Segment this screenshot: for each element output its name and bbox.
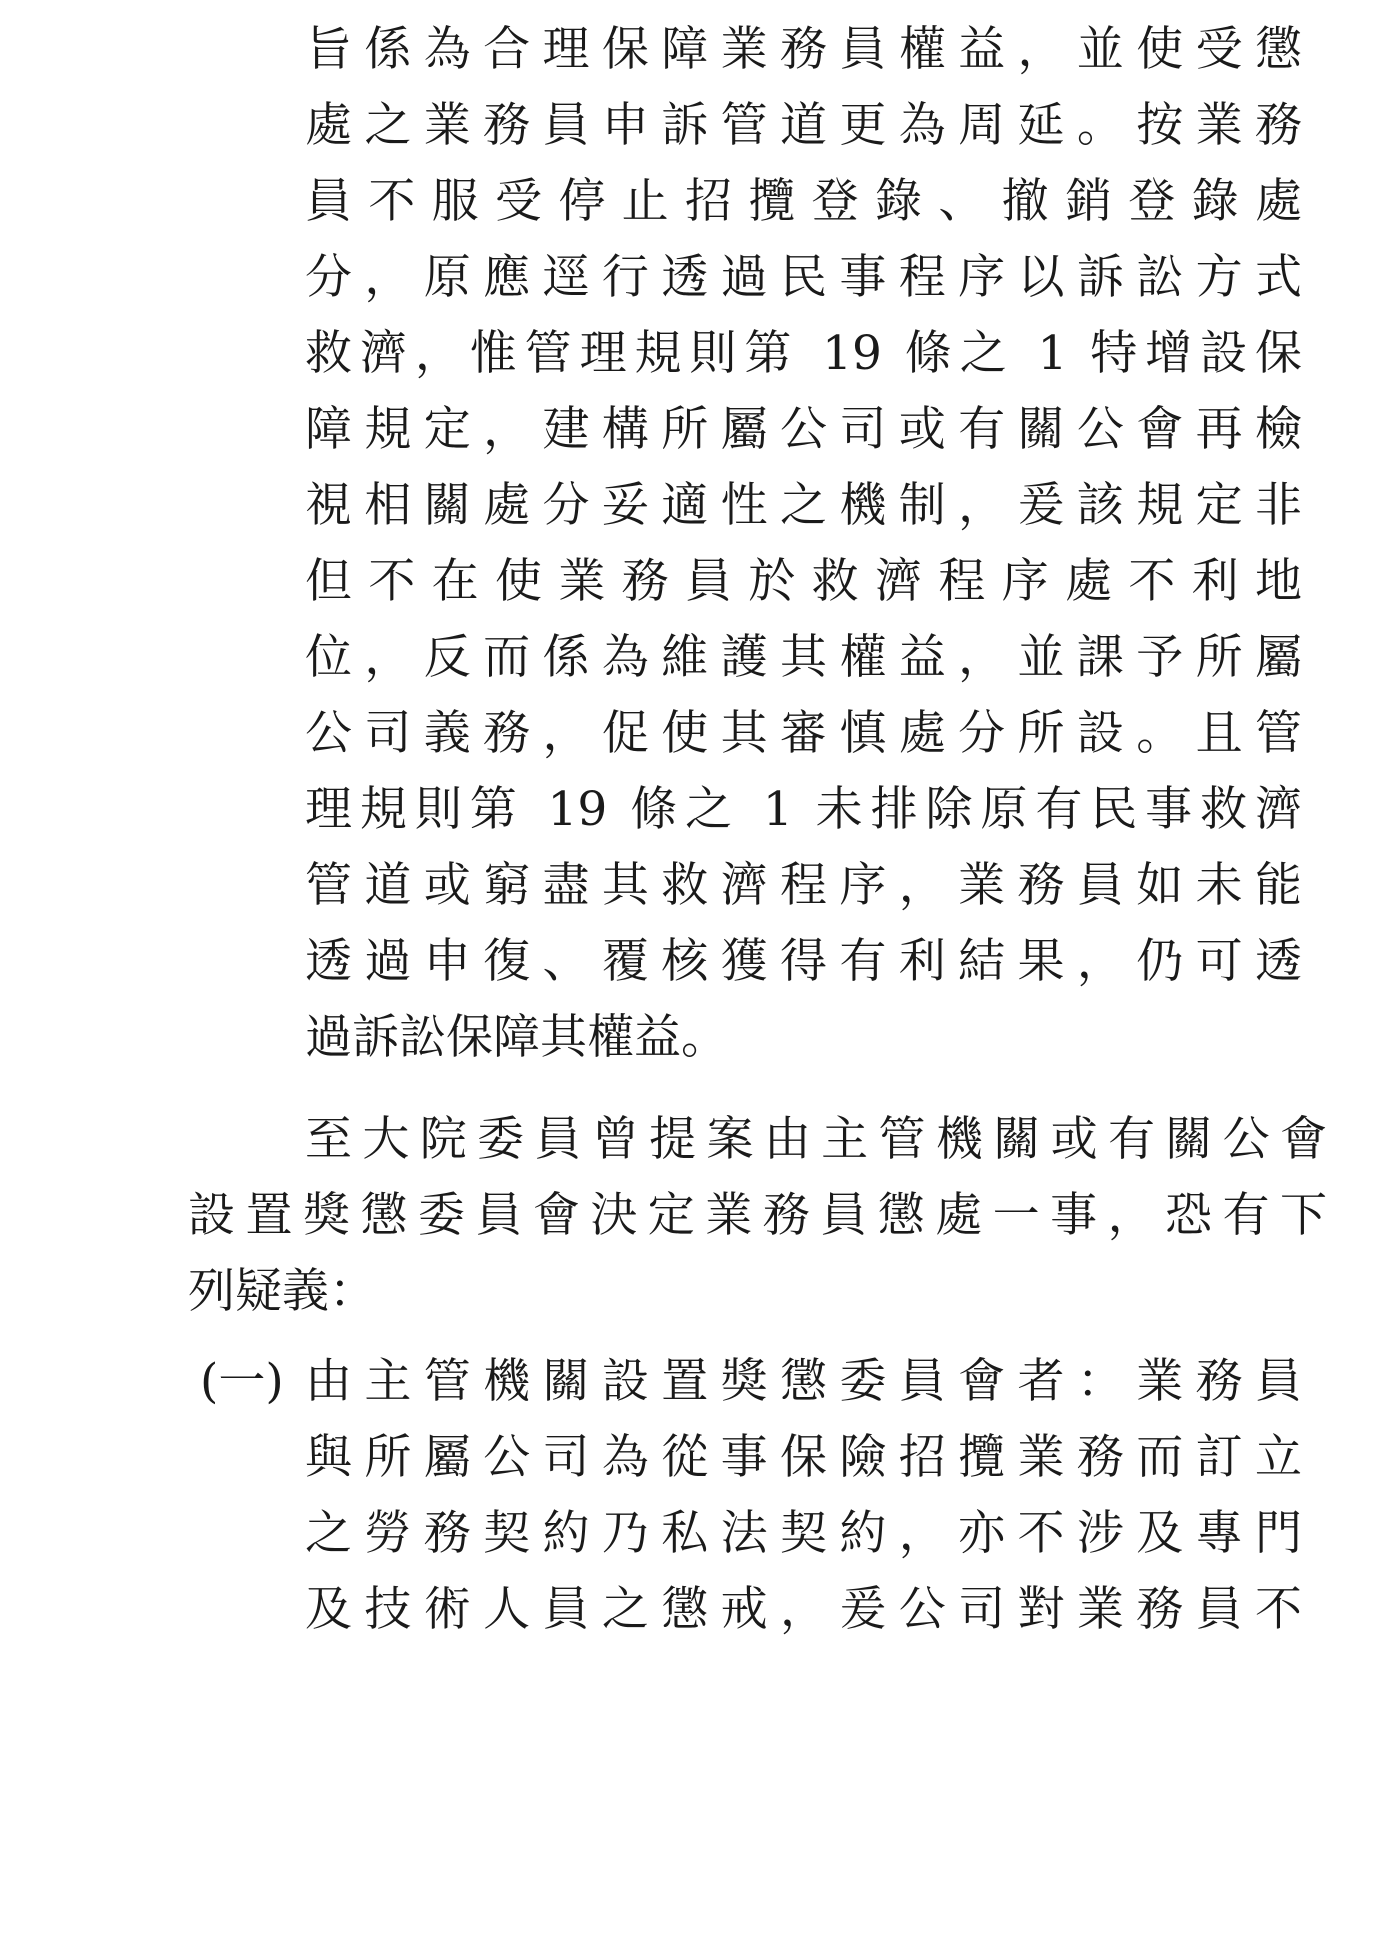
text-line: 旨係為合理保障業務員權益，並使受懲 (305, 22, 1302, 77)
text-line: 之勞務契約乃私法契約，亦不涉及專門 (305, 1506, 1302, 1561)
text-line: 設置獎懲委員會決定業務員懲處一事，恐有下 (188, 1188, 1327, 1243)
text-line: 透過申復、覆核獲得有利結果，仍可透 (305, 934, 1302, 989)
text-line: 障規定，建構所屬公司或有關公會再檢 (305, 402, 1302, 457)
text-line: 至大院委員曾提案由主管機關或有關公會 (305, 1112, 1327, 1167)
list-item-marker: (一) (200, 1354, 284, 1409)
text-line: 視相關處分妥適性之機制，爰該規定非 (305, 478, 1302, 533)
text-line: 與所屬公司為從事保險招攬業務而訂立 (305, 1430, 1302, 1485)
text-line: 公司義務，促使其審慎處分所設。且管 (305, 706, 1302, 761)
text-line: 由主管機關設置獎懲委員會者：業務員 (305, 1354, 1302, 1409)
text-line: 及技術人員之懲戒，爰公司對業務員不 (305, 1582, 1302, 1637)
text-line: 列疑義： (188, 1264, 376, 1319)
text-line: 但不在使業務員於救濟程序處不利地 (305, 554, 1302, 609)
text-line: 救濟，惟管理規則第 19 條之 1 特增設保 (305, 326, 1302, 381)
text-line: 過訴訟保障其權益。 (305, 1010, 728, 1065)
text-line: 員不服受停止招攬登錄、撤銷登錄處 (305, 174, 1302, 229)
text-line: 管道或窮盡其救濟程序，業務員如未能 (305, 858, 1302, 913)
text-line: 理規則第 19 條之 1 未排除原有民事救濟 (305, 782, 1302, 837)
text-line: 位，反而係為維護其權益，並課予所屬 (305, 630, 1302, 685)
text-line: 處之業務員申訴管道更為周延。按業務 (305, 98, 1302, 153)
text-line: 分，原應逕行透過民事程序以訴訟方式 (305, 250, 1302, 305)
